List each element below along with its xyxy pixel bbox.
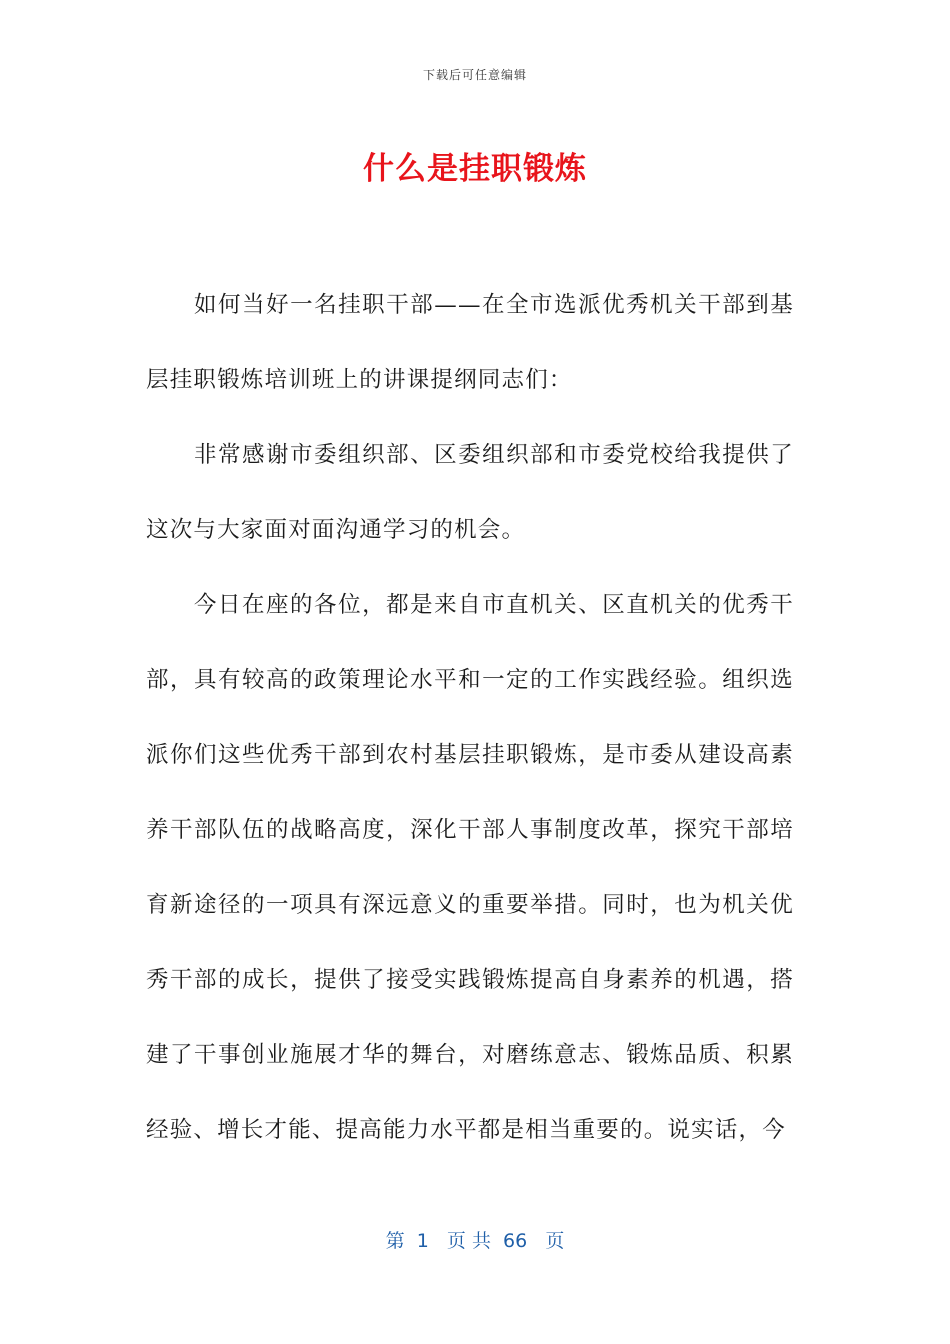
paragraph: 非常感谢市委组织部、区委组织部和市委党校给我提供了这次与大家面对面沟通学习的机会。 [146,442,794,543]
paragraph: 今日在座的各位，都是来自市直机关、区直机关的优秀干部，具有较高的政策理论水平和一定的工作实践经验。组织选派你们这些优秀干部到农村基层挂职锻炼，是市委从建设高素养干部队伍的战略高度，深化干部人事制度改革，探究干部培育新途径的一项具有深远意义的重要举措。同时，也为机关优秀干部的成长，提供了接受实践锻炼提高自身素养的机遇，搭建了干事创业施展才华的舞台，对磨练意志、锻炼品质、积累经验、增长才能、提高能力水平都是相当重要的。说实话，今 [146,592,794,1143]
document-body [146,268,794,1168]
page-number-footer: 第 1 页 共 66 页 [385,1230,565,1252]
paragraph: 如何当好一名挂职干部——在全市选派优秀机关干部到基层挂职锻炼培训班上的讲课提纲同志们： [146,292,794,393]
header-note: 下载后可任意编辑 [422,68,527,82]
document-title: 什么是挂职锻炼 [363,151,587,187]
